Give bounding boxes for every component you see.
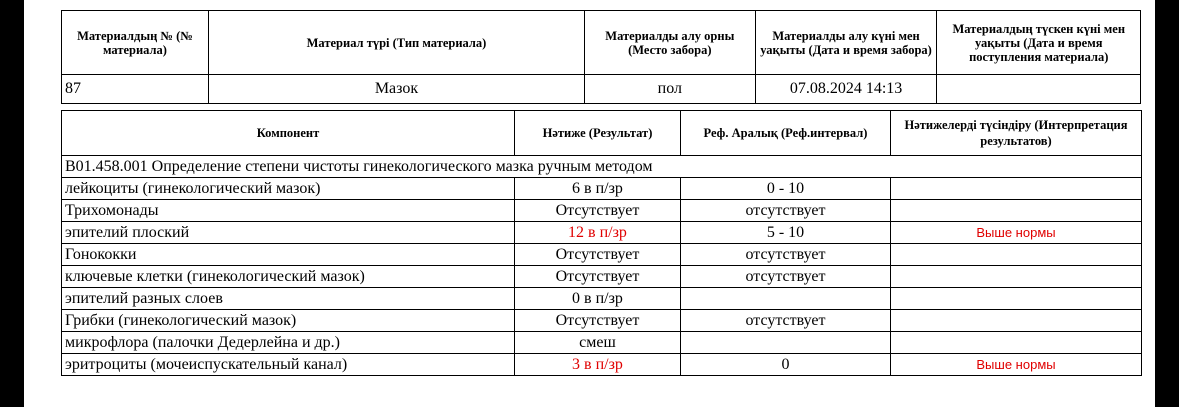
result-cell: 3 в п/зр <box>515 354 681 376</box>
component-cell: микрофлора (палочки Дедерлейна и др.) <box>62 332 515 354</box>
component-cell: эпителий разных слоев <box>62 288 515 310</box>
ref-header: Реф. Аралық (Реф.интервал) <box>681 111 891 156</box>
interp-cell <box>891 200 1142 222</box>
interp-cell <box>891 288 1142 310</box>
interp-cell <box>891 266 1142 288</box>
result-cell: Отсутствует <box>515 200 681 222</box>
result-cell: Отсутствует <box>515 310 681 332</box>
interp-cell <box>891 332 1142 354</box>
component-cell: лейкоциты (гинекологический мазок) <box>62 178 515 200</box>
material-table <box>61 10 1141 104</box>
results-header-row <box>62 111 1142 156</box>
result-cell: 0 в п/зр <box>515 288 681 310</box>
results-table <box>61 110 1142 376</box>
result-header: Нәтиже (Результат) <box>515 111 681 156</box>
interp-cell: Выше нормы <box>891 222 1142 244</box>
component-cell: эпителий плоский <box>62 222 515 244</box>
material-received <box>937 75 1141 104</box>
material-collected-header: Материалды алу күні мен уақыты (Дата и время забора) <box>755 11 937 75</box>
interp-header: Нәтижелерді түсіндіру (Интерпретация результатов) <box>891 111 1142 156</box>
component-header: Компонент <box>62 111 515 156</box>
material-row <box>62 75 1141 104</box>
result-cell: Отсутствует <box>515 244 681 266</box>
result-cell: 6 в п/зр <box>515 178 681 200</box>
table-row <box>62 178 1142 200</box>
material-number-header: Материалдың № (№ материала) <box>62 11 209 75</box>
result-cell: смеш <box>515 332 681 354</box>
table-row <box>62 266 1142 288</box>
interp-cell <box>891 178 1142 200</box>
report-page <box>24 0 1155 407</box>
ref-cell <box>681 288 891 310</box>
interp-cell <box>891 310 1142 332</box>
ref-cell: 5 - 10 <box>681 222 891 244</box>
component-cell: эритроциты (мочеиспускательный канал) <box>62 354 515 376</box>
result-cell: Отсутствует <box>515 266 681 288</box>
ref-cell: отсутствует <box>681 244 891 266</box>
material-received-header: Материалдың түскен күні мен уақыты (Дата и время поступления материала) <box>937 11 1141 75</box>
interp-cell <box>891 244 1142 266</box>
table-row <box>62 222 1142 244</box>
table-row <box>62 244 1142 266</box>
section-row <box>62 156 1142 178</box>
table-row <box>62 354 1142 376</box>
ref-cell: отсутствует <box>681 266 891 288</box>
result-cell: 12 в п/зр <box>515 222 681 244</box>
ref-cell <box>681 332 891 354</box>
material-type-header: Материал түрі (Тип материала) <box>208 11 584 75</box>
section-title: B01.458.001 Определение степени чистоты гинекологического мазка ручным методом <box>62 156 1142 178</box>
material-place: пол <box>585 75 756 104</box>
table-row <box>62 288 1142 310</box>
component-cell: Гонококки <box>62 244 515 266</box>
table-row <box>62 200 1142 222</box>
ref-cell: 0 <box>681 354 891 376</box>
material-header-row <box>62 11 1141 75</box>
material-number: 87 <box>62 75 209 104</box>
material-collected: 07.08.2024 14:13 <box>755 75 937 104</box>
ref-cell: отсутствует <box>681 310 891 332</box>
ref-cell: 0 - 10 <box>681 178 891 200</box>
component-cell: Грибки (гинекологический мазок) <box>62 310 515 332</box>
material-place-header: Материалды алу орны (Место забора) <box>585 11 756 75</box>
component-cell: Трихомонады <box>62 200 515 222</box>
component-cell: ключевые клетки (гинекологический мазок) <box>62 266 515 288</box>
table-row <box>62 310 1142 332</box>
material-type: Мазок <box>208 75 584 104</box>
interp-cell: Выше нормы <box>891 354 1142 376</box>
table-row <box>62 332 1142 354</box>
ref-cell: отсутствует <box>681 200 891 222</box>
